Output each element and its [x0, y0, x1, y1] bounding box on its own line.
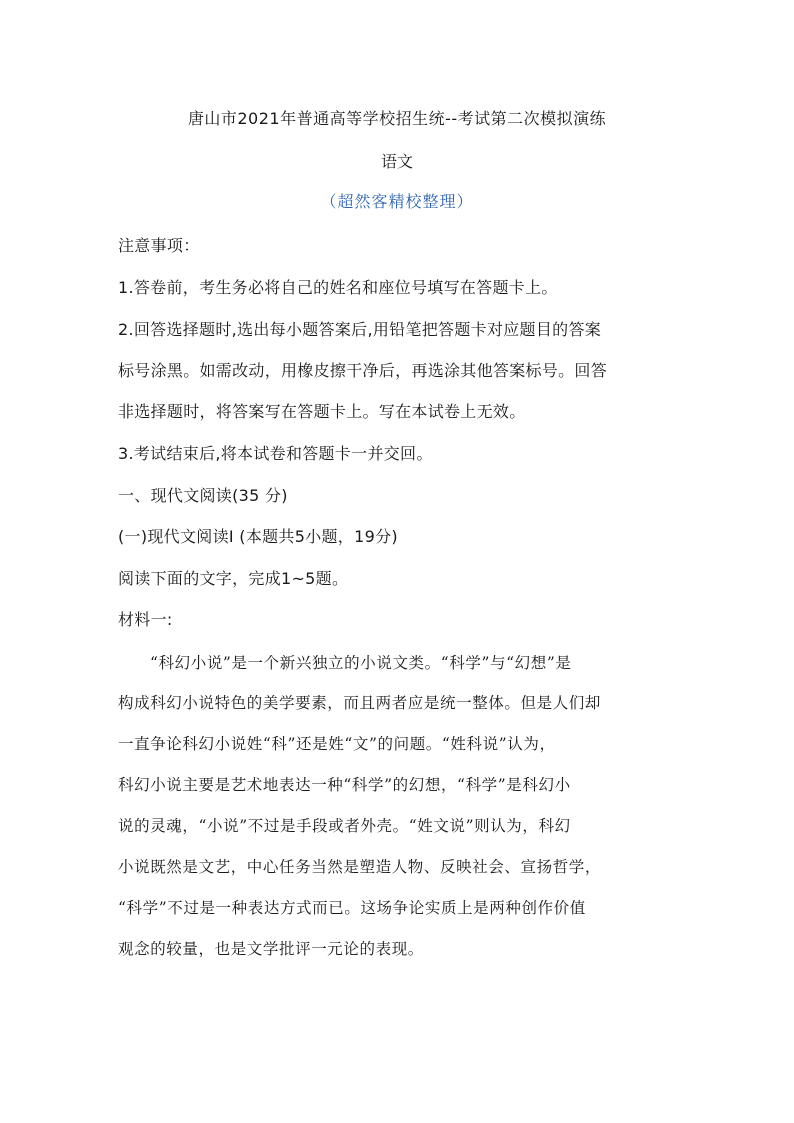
exam-subject: 语文	[380, 152, 413, 171]
essay-line: 一直争论科幻小说姓“科”还是姓“文”的问题。“姓科说”认为，	[118, 735, 556, 753]
section-title: 一、现代文阅读(35 分)	[118, 486, 288, 505]
material-label: 材料一:	[118, 610, 173, 629]
notice-line: 非选择题时，将答案写在答题卡上。写在本试卷上无效。	[118, 402, 526, 421]
essay-line: 构成科幻小说特色的美学要素，而且两者应是统一整体。但是人们却	[118, 694, 602, 712]
source-note: （超然客精校整理）	[320, 192, 474, 211]
essay-line: 科幻小说主要是艺术地表达一种“科学”的幻想，“科学”是科幻小	[118, 776, 571, 794]
essay-line: 说的灵魂，“小说”不过是手段或者外壳。“姓文说”则认为，科幻	[118, 817, 571, 835]
essay-line: 小说既然是文艺，中心任务当然是塑造人物、反映社会、宣扬哲学，	[118, 858, 602, 876]
essay-line: “科学”不过是一种表达方式而已。这场争论实质上是两种创作价值	[118, 899, 586, 917]
exam-title: 唐山市2021年普通高等学校招生统--考试第二次模拟演练	[187, 109, 607, 128]
essay-line: “科幻小说”是一个新兴独立的小说文类。“科学”与“幻想”是	[150, 654, 572, 672]
reading-instruction: 阅读下面的文字，完成1~5题。	[118, 569, 349, 588]
essay-line: 观念的较量，也是文学批评一元论的表现。	[118, 940, 424, 958]
notice-line: 2.回答选择题时,选出每小题答案后,用铅笔把答题卡对应题目的答案	[118, 320, 602, 339]
notice-line: 1.答卷前，考生务必将自己的姓名和座位号填写在答题卡上。	[118, 278, 558, 297]
notice-heading: 注意事项：	[118, 236, 200, 255]
subsection-title: (一)现代文阅读Ⅰ (本题共5小题，19分)	[118, 527, 398, 546]
notice-line: 3.考试结束后,将本试卷和答题卡一并交回。	[118, 444, 433, 463]
notice-line: 标号涂黑。如需改动，用橡皮擦干净后，再选涂其他答案标号。回答	[118, 361, 608, 380]
